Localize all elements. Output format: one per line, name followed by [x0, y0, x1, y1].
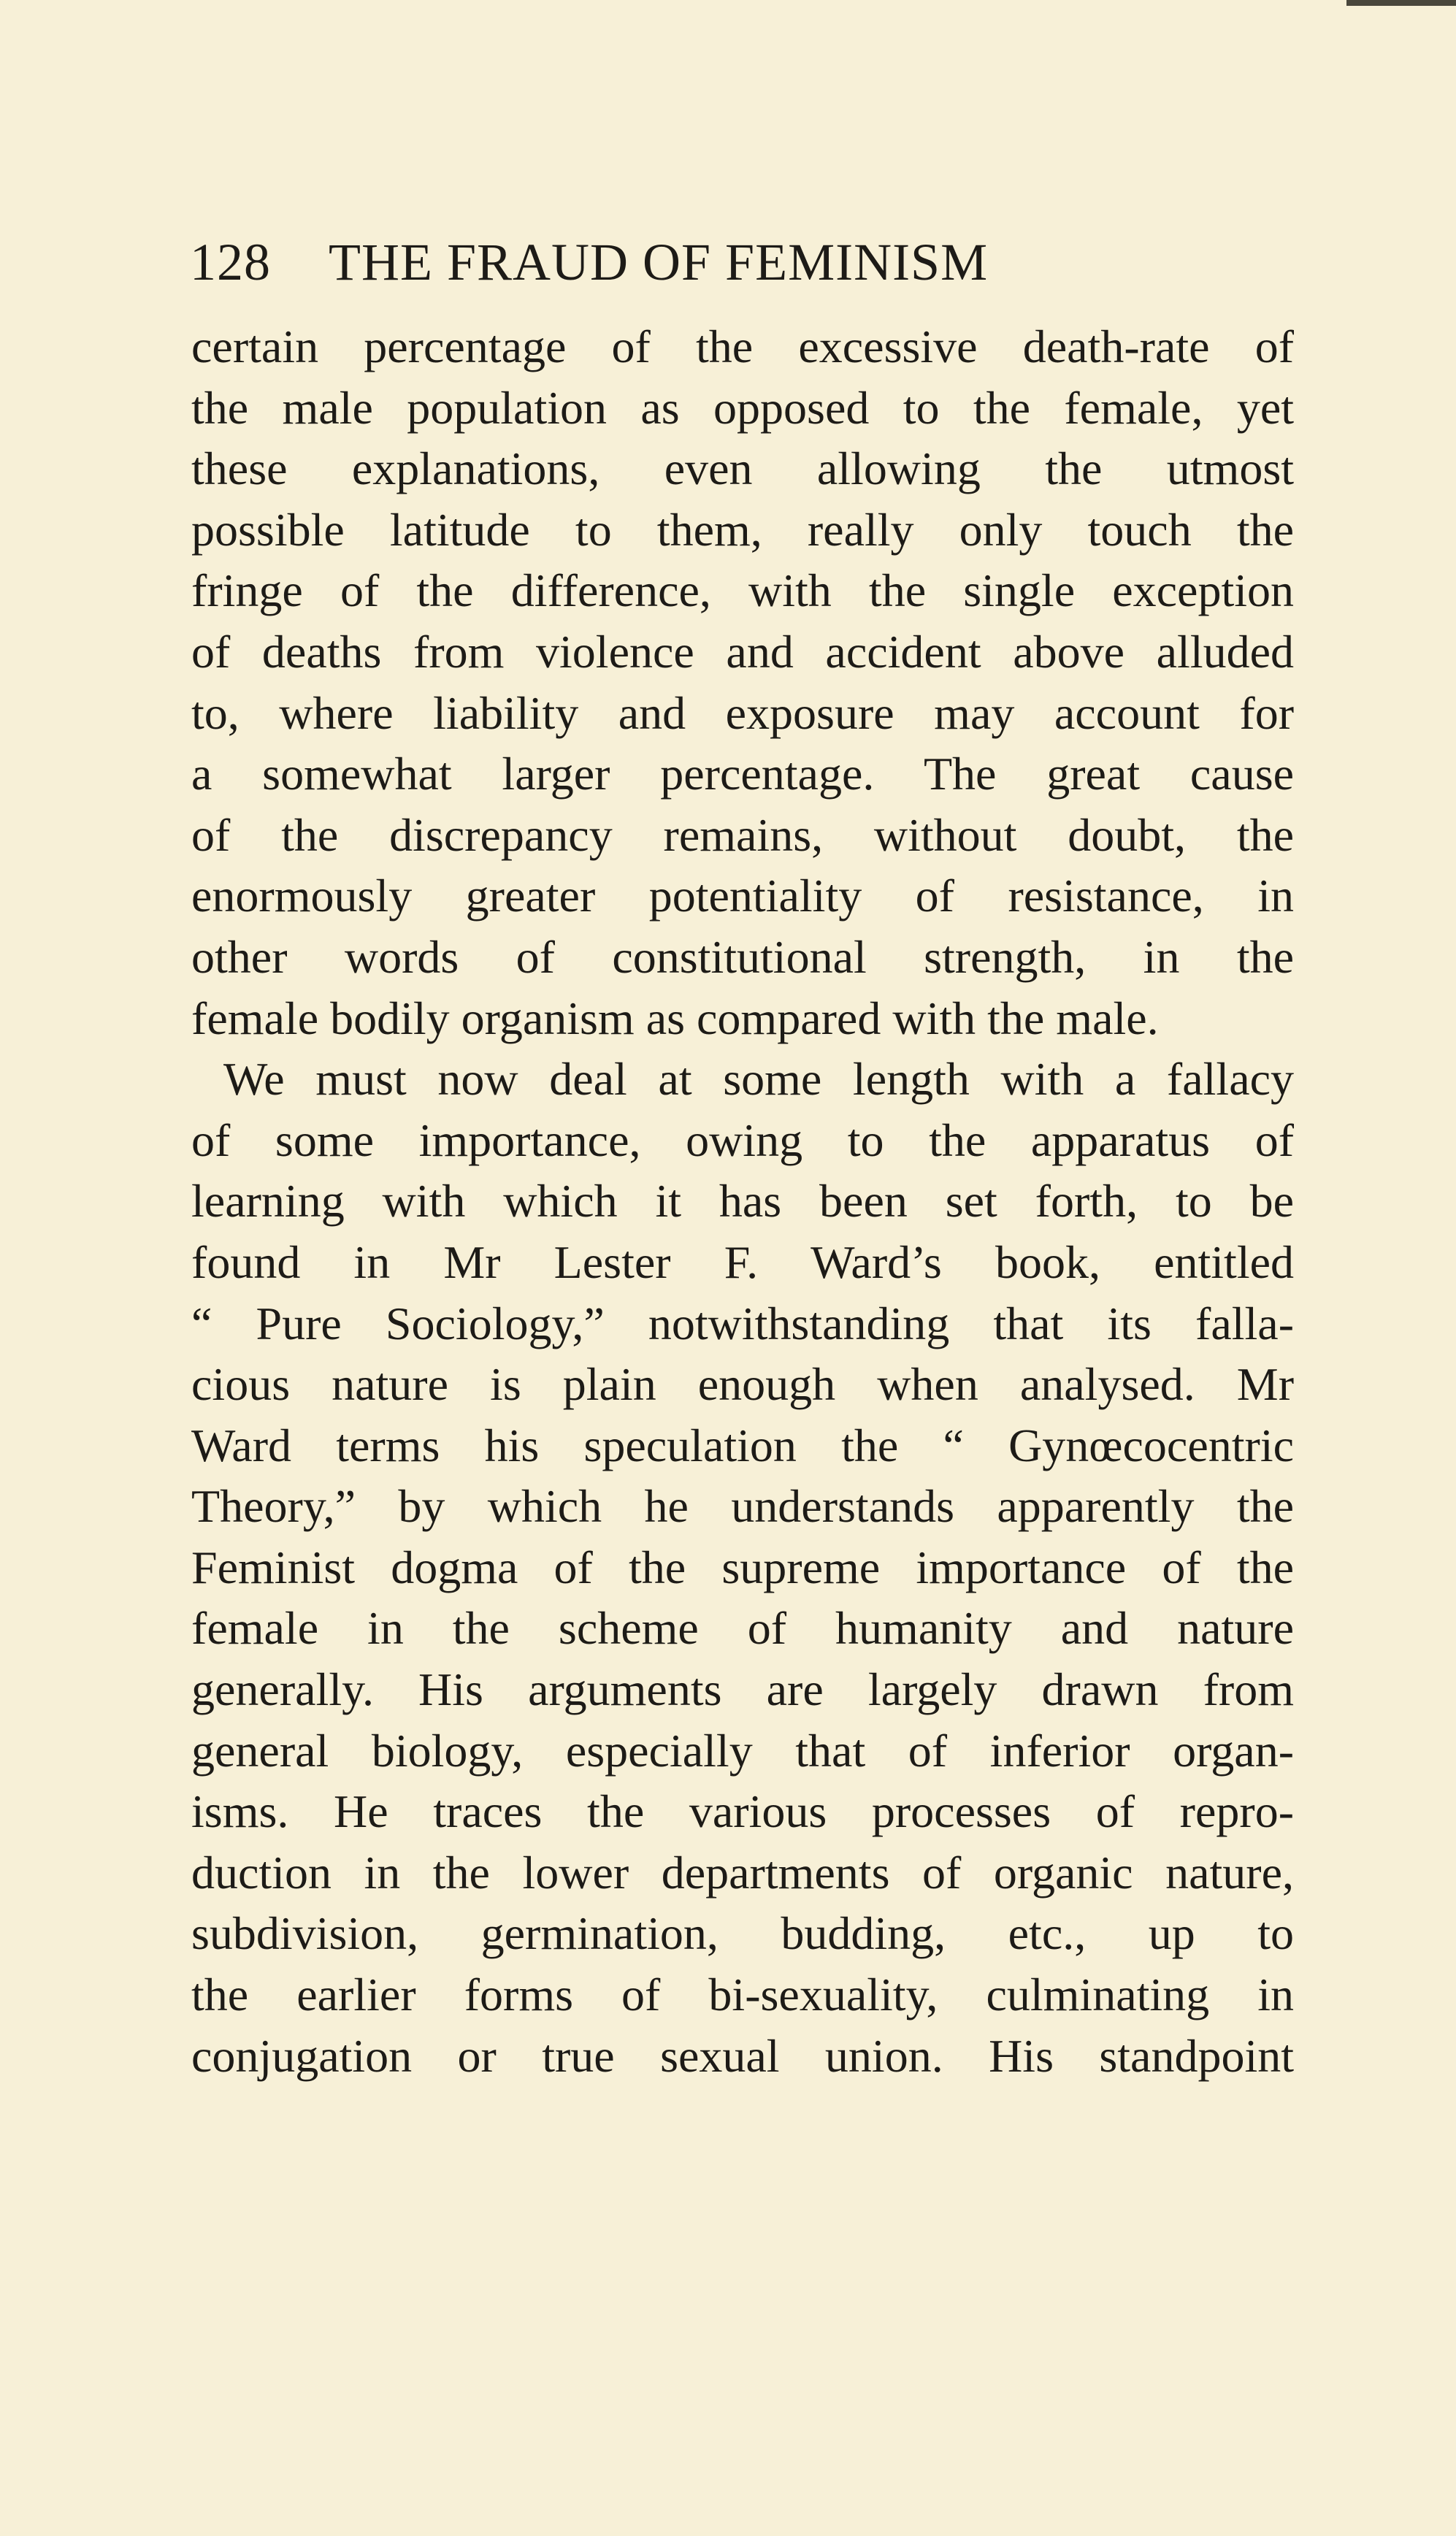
text-line-1: certain percentage of the excessive death-rate of — [191, 321, 1294, 372]
text-line-23: generally. His arguments are largely drawn from — [191, 1663, 1294, 1716]
text-line-29: conjugation or true sexual union. His standpoint — [191, 2029, 1294, 2082]
text-line-20: Theory,” by which he understands apparently the — [191, 1480, 1294, 1533]
text-line-16: found in Mr Lester F. Ward’s book, entitled — [191, 1236, 1294, 1288]
text-line-9: of the discrepancy remains, without doubt, the — [191, 808, 1294, 861]
page-number: 128 — [190, 233, 271, 291]
running-title: THE FRAUD OF FEMINISM — [329, 233, 989, 291]
text-line-27: subdivision, germination, budding, etc., up to — [191, 1907, 1294, 1960]
text-line-24: general biology, especially that of inferior organ- — [191, 1724, 1294, 1777]
text-line-4: possible latitude to them, really only touch the — [191, 503, 1294, 556]
text-line-10: enormously greater potentiality of resistance, in — [191, 870, 1294, 922]
scan-edge-mark — [1346, 0, 1456, 6]
page-header — [190, 232, 1300, 293]
text-line-21: Feminist dogma of the supreme importance of the — [191, 1541, 1294, 1593]
text-line-12: female bodily organism as compared with the male. — [191, 992, 1159, 1044]
text-line-17: “ Pure Sociology,” notwithstanding that its falla- — [191, 1297, 1294, 1349]
text-line-11: other words of constitutional strength, in the — [191, 930, 1294, 983]
text-line-25: isms. He traces the various processes of repro- — [191, 1785, 1294, 1838]
text-line-19: Ward terms his speculation the “ Gynœcocentric — [191, 1419, 1294, 1471]
text-line-26: duction in the lower departments of organic nature, — [191, 1846, 1294, 1899]
text-line-2: the male population as opposed to the female, yet — [191, 381, 1294, 434]
text-line-7: to, where liability and exposure may account for — [191, 686, 1294, 739]
text-line-8: a somewhat larger percentage. The great cause — [191, 748, 1294, 800]
text-line-18: cious nature is plain enough when analysed. Mr — [191, 1358, 1294, 1411]
text-line-5: fringe of the difference, with the single exception — [191, 564, 1294, 617]
text-line-3: these explanations, even allowing the utmost — [191, 443, 1294, 495]
text-line-13: We must now deal at some length with a fallacy — [223, 1053, 1294, 1106]
text-line-22: female in the scheme of humanity and nature — [191, 1602, 1294, 1655]
text-line-15: learning with which it has been set forth, to be — [191, 1175, 1294, 1227]
text-line-14: of some importance, owing to the apparatus of — [191, 1114, 1294, 1166]
text-line-28: the earlier forms of bi-sexuality, culminating in — [191, 1969, 1294, 2021]
body-text — [191, 316, 1294, 2086]
text-line-6: of deaths from violence and accident above alluded — [191, 625, 1294, 678]
